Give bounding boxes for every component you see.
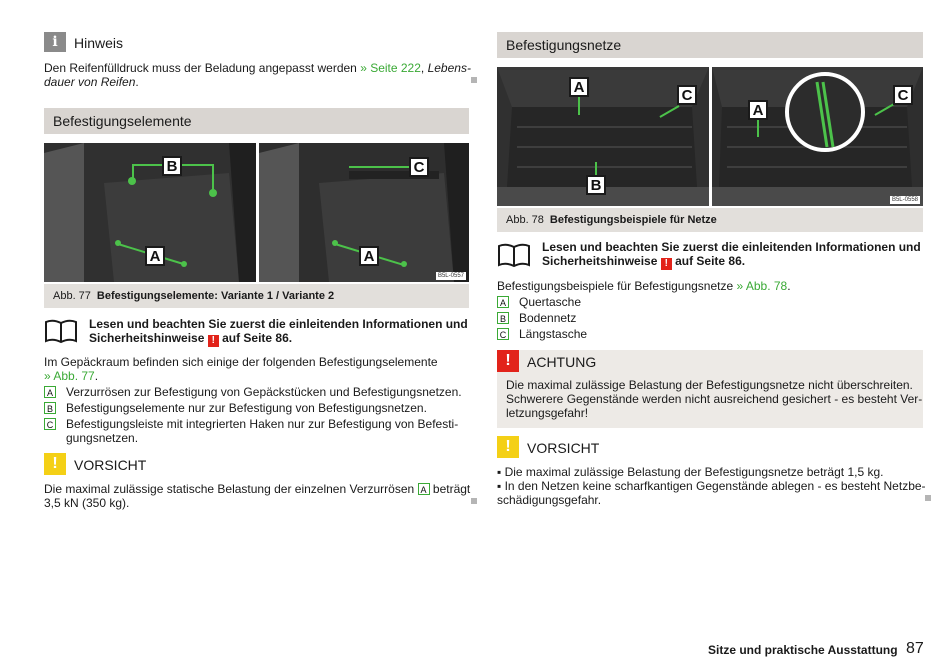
- letter-badge: A: [497, 296, 509, 308]
- caution-icon: !: [44, 453, 66, 475]
- link-abb-77[interactable]: » Abb. 77: [44, 369, 95, 383]
- section-heading-befestigungsnetze: Befestigungsnetze: [497, 32, 923, 58]
- letter-badge: C: [44, 418, 56, 430]
- vorsicht-text: ▪ Die maximal zulässige Belastung der Befestigungsnetze beträgt 1,5 kg. ▪ In den Netzen keine scharfkantigen Gegenstände ablegen - es besteht Netzbe- schädigungsgefahr.: [497, 465, 926, 507]
- letter-badge: A: [44, 386, 56, 398]
- hinweis-box: [44, 32, 124, 52]
- list-item: C Längstasche: [497, 327, 519, 341]
- intro-paragraph: Im Gepäckraum befinden sich einige der folgenden Befestigungselemente » Abb. 77.: [44, 355, 438, 383]
- link-seite-222[interactable]: » Seite 222: [360, 61, 421, 75]
- info-icon: i: [44, 32, 66, 52]
- figure-78-photo: [497, 67, 923, 206]
- end-mark: [471, 77, 477, 83]
- callout-c: C: [677, 85, 697, 105]
- list-item: B Bodennetz: [497, 311, 519, 325]
- page-number: 87: [906, 640, 924, 657]
- figure-77-photo: [44, 143, 469, 282]
- end-mark: [471, 498, 477, 504]
- callout-a: A: [748, 100, 768, 120]
- list-item: B Befestigungselemente nur zur Befestigung von Befestigungsnetzen.: [44, 401, 66, 415]
- hinweis-text: Den Reifenfülldruck muss der Beladung angepasst werden » Seite 222, Lebens- dauer von Reifen.: [44, 61, 471, 89]
- book-icon: [497, 242, 531, 268]
- link-abb-78[interactable]: » Abb. 78: [736, 279, 788, 293]
- vorsicht-header: [497, 436, 600, 458]
- achtung-box: [497, 350, 923, 428]
- figure-77-graphic: [44, 143, 469, 282]
- callout-a: A: [145, 246, 165, 266]
- warning-icon: !: [661, 258, 672, 270]
- callout-line: [349, 166, 414, 168]
- hinweis-title: Hinweis: [74, 35, 124, 51]
- callout-line: [132, 164, 134, 181]
- figure-code: B5L-0557: [437, 273, 464, 279]
- read-first-note: Lesen und beachten Sie zuerst die einleitenden Informationen und Sicherheitshinweise ! auf Seite 86.: [542, 240, 921, 269]
- callout-line: [757, 117, 759, 137]
- figure-78-caption: Abb. 78 Befestigungsbeispiele für Netze: [497, 208, 923, 232]
- section-heading-befestigungselemente: Befestigungselemente: [44, 108, 469, 134]
- letter-badge: C: [497, 328, 509, 340]
- danger-icon: !: [497, 350, 519, 372]
- vorsicht-title: VORSICHT: [74, 457, 147, 473]
- vorsicht-title: VORSICHT: [527, 440, 600, 456]
- callout-b: B: [586, 175, 606, 195]
- list-item: C Befestigungsleiste mit integrierten Haken nur zur Befestigung von Befesti- gungsnetzen.: [44, 417, 66, 431]
- callout-a: A: [359, 246, 379, 266]
- vorsicht-text: Die maximal zulässige statische Belastung der einzelnen Verzurrösen A beträgt 3,5 kN (350 kg).: [44, 482, 471, 510]
- callout-line: [578, 95, 580, 115]
- callout-b: B: [162, 156, 182, 176]
- vorsicht-header: [44, 453, 147, 475]
- letter-badge: B: [497, 312, 509, 324]
- achtung-text: Die maximal zulässige Belastung der Befestigungsnetze nicht überschreiten. Schwerere Gegenstände werden nicht ausreichend gesichert - es besteht Ver- letzungsgefahr!: [506, 378, 923, 420]
- figure-77-caption: Abb. 77 Befestigungselemente: Variante 1 / Variante 2: [44, 284, 469, 308]
- figure-78-graphic: [497, 67, 923, 206]
- end-mark: [925, 495, 931, 501]
- intro-paragraph: Befestigungsbeispiele für Befestigungsnetze » Abb. 78.: [497, 279, 791, 293]
- list-item: A Quertasche: [497, 295, 519, 309]
- callout-a: A: [569, 77, 589, 97]
- list-item: A Verzurrösen zur Befestigung von Gepäckstücken und Befestigungsnetzen.: [44, 385, 66, 399]
- achtung-title: ACHTUNG: [527, 354, 597, 370]
- book-icon: [44, 318, 78, 344]
- callout-line: [212, 164, 214, 193]
- callout-c: C: [409, 157, 429, 177]
- warning-icon: !: [208, 335, 219, 347]
- figure-code: B5L-0558: [891, 197, 918, 203]
- caution-icon: !: [497, 436, 519, 458]
- read-first-note: Lesen und beachten Sie zuerst die einleitenden Informationen und Sicherheitshinweise ! auf Seite 86.: [89, 317, 468, 346]
- footer-section-title: Sitze und praktische Ausstattung: [708, 643, 898, 657]
- callout-c: C: [893, 85, 913, 105]
- letter-badge: B: [44, 402, 56, 414]
- letter-badge: A: [418, 483, 430, 495]
